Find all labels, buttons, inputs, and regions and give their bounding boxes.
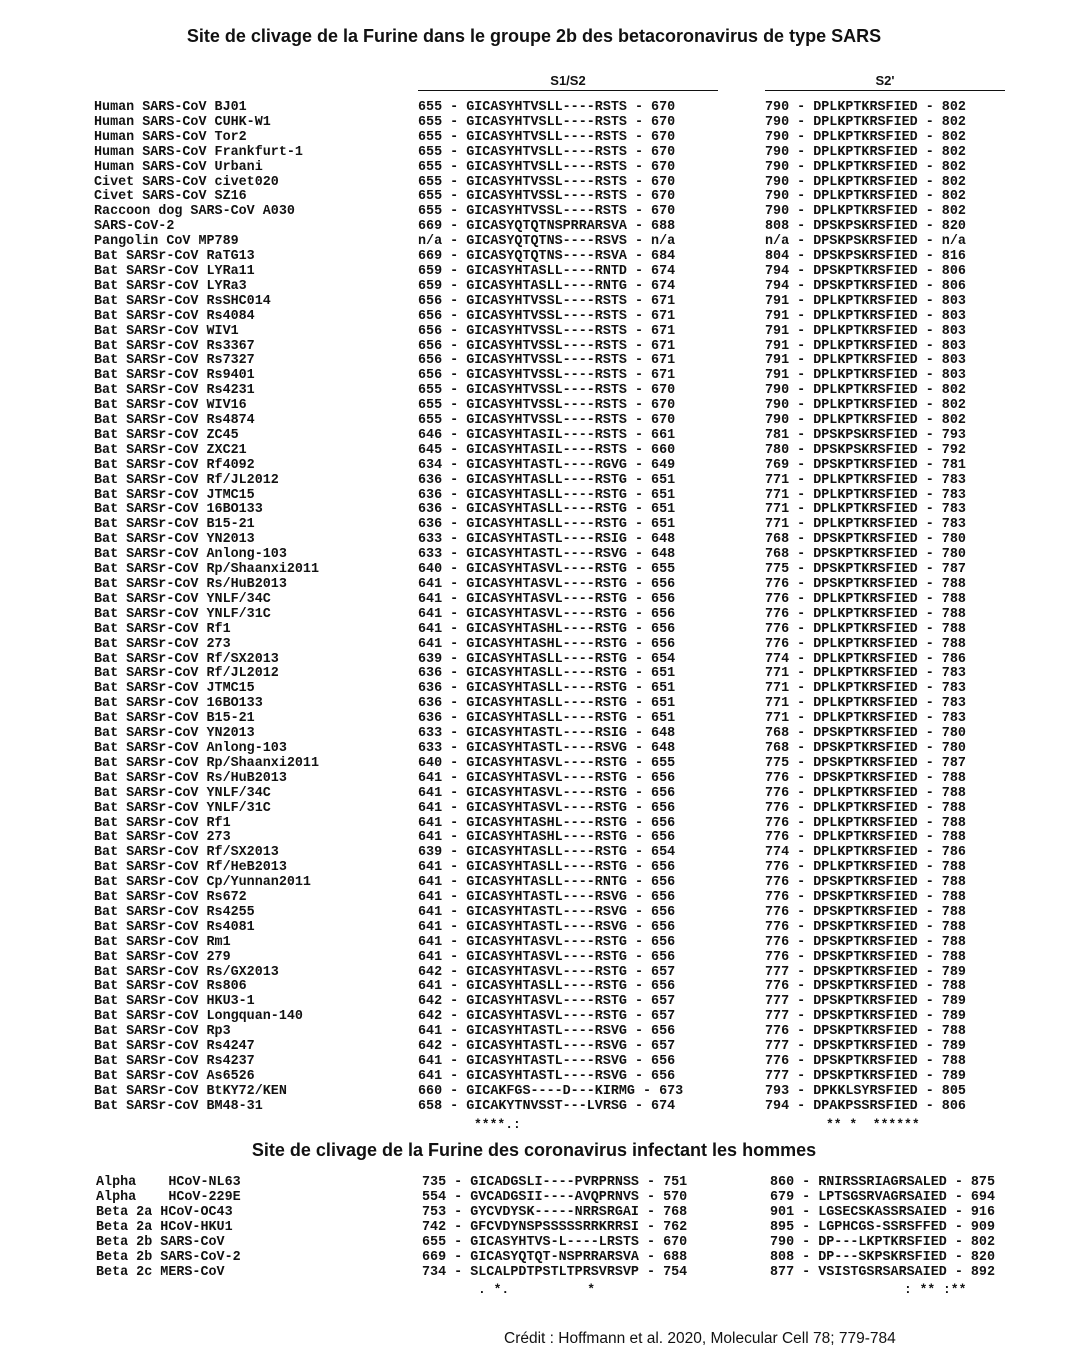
- sequence-s2prime: 808 - DPSKPSKRSFIED - 820: [765, 219, 966, 235]
- sequence-s2prime: 790 - DP---LKPTKRSFIED - 802: [770, 1235, 995, 1250]
- consensus-s2prime: ** * ******: [826, 1117, 920, 1132]
- sequence-s1s2: 641 - GICASYHTASHL----RSTG - 656: [418, 815, 676, 831]
- virus-name: SARS-CoV-2: [94, 219, 175, 235]
- sequence-s1s2: 655 - GICASYHTVSSL----RSTS - 670: [418, 189, 676, 205]
- sequence-s2prime: 776 - DPSKPTKRSFIED - 788: [765, 1054, 966, 1069]
- virus-name: Bat SARSr-CoV Rs4231: [94, 383, 255, 399]
- sequence-s1s2: 742 - GFCVDYNSPSSSSSRRKRRSI - 762: [422, 1220, 688, 1235]
- virus-name: Bat SARSr-CoV Rs/HuB2013: [94, 770, 287, 786]
- virus-name: Civet SARS-CoV SZ16: [94, 189, 247, 205]
- virus-name: Bat SARSr-CoV ZC45: [94, 427, 239, 443]
- sequence-s1s2: 641 - GICASYHTASTL----RSVG - 656: [418, 1024, 676, 1040]
- virus-name: Bat SARSr-CoV Rs3367: [94, 338, 255, 354]
- virus-name: Bat SARSr-CoV BtKY72/KEN: [94, 1083, 287, 1099]
- sequence-s2prime: 794 - DPSKPTKRSFIED - 806: [765, 278, 966, 294]
- header-rule-s2prime: [765, 90, 1005, 91]
- sequence-s2prime: 777 - DPSKPTKRSFIED - 789: [765, 1039, 966, 1055]
- sequence-s2prime: 771 - DPLKPTKRSFIED - 783: [765, 502, 966, 518]
- virus-name: Bat SARSr-CoV JTMC15: [94, 681, 255, 697]
- sequence-s2prime: 808 - DP---SKPSKRSFIED - 820: [770, 1250, 995, 1265]
- sequence-s2prime: 777 - DPSKPTKRSFIED - 789: [765, 1068, 966, 1084]
- sequence-s2prime: 776 - DPLKPTKRSFIED - 788: [765, 830, 966, 846]
- sequence-s2prime: 781 - DPSKPSKRSFIED - 793: [765, 427, 966, 443]
- virus-name: Bat SARSr-CoV Anlong-103: [94, 547, 287, 563]
- virus-name: Bat SARSr-CoV ZXC21: [94, 442, 247, 458]
- virus-name: Bat SARSr-CoV Rs/GX2013: [94, 964, 279, 980]
- virus-name: Bat SARSr-CoV LYRa3: [94, 278, 247, 294]
- sequence-s1s2: 641 - GICASYHTASTL----RSVG - 656: [418, 1054, 676, 1069]
- virus-name: Pangolin CoV MP789: [94, 234, 239, 250]
- virus-name: Bat SARSr-CoV Rs4081: [94, 919, 255, 935]
- sequence-s1s2: 641 - GICASYHTASLL----RSTG - 656: [418, 979, 676, 995]
- virus-name: Bat SARSr-CoV Rf/SX2013: [94, 845, 279, 861]
- sequence-s1s2: 735 - GICADGSLI----PVRPRNSS - 751: [422, 1175, 688, 1190]
- credit-line: Crédit : Hoffmann et al. 2020, Molecular Cell 78; 779-784: [504, 1330, 896, 1347]
- virus-name: Bat SARSr-CoV Rs4255: [94, 904, 255, 920]
- sequence-s2prime: 791 - DPLKPTKRSFIED - 803: [765, 323, 966, 339]
- virus-name: Bat SARSr-CoV BM48-31: [94, 1098, 263, 1114]
- virus-name: Bat SARSr-CoV Rs4084: [94, 308, 255, 324]
- sequence-s1s2: 636 - GICASYHTASLL----RSTG - 651: [418, 502, 676, 518]
- sequence-s2prime: 777 - DPSKPTKRSFIED - 789: [765, 964, 966, 980]
- virus-name: Bat SARSr-CoV YNLF/34C: [94, 591, 271, 607]
- sequence-s2prime: 776 - DPSKPTKRSFIED - 788: [765, 577, 966, 592]
- sequence-s2prime: 790 - DPLKPTKRSFIED - 802: [765, 159, 966, 175]
- sequence-s2prime: 774 - DPLKPTKRSFIED - 786: [765, 845, 966, 861]
- sequence-s2prime: 776 - DPSKPTKRSFIED - 788: [765, 904, 966, 920]
- sequence-s2prime: 901 - LGSECSKASSRSAIED - 916: [770, 1205, 995, 1220]
- sequence-s2prime: 771 - DPLKPTKRSFIED - 783: [765, 711, 966, 727]
- virus-name: Bat SARSr-CoV Rm1: [94, 934, 231, 950]
- sequence-s2prime: 877 - VSISTGSRSARSAIED - 892: [770, 1265, 995, 1280]
- sequence-s2prime: 794 - DPSKPTKRSFIED - 806: [765, 263, 966, 279]
- sequence-s2prime: 791 - DPLKPTKRSFIED - 803: [765, 293, 966, 309]
- sequence-s1s2: 636 - GICASYHTASLL----RSTG - 651: [418, 487, 676, 503]
- section-title-human-coronavirus: Site de clivage de la Furine des coronavirus infectant les hommes: [251, 1140, 817, 1160]
- sequence-s2prime: 794 - DPAKPSSRSFIED - 806: [765, 1098, 966, 1114]
- sequence-s1s2: 655 - GICASYHTVSSL----RSTS - 670: [418, 174, 676, 190]
- virus-name: Bat SARSr-CoV Rp/Shaanxi2011: [94, 755, 319, 771]
- sequence-s2prime: 776 - DPSKPTKRSFIED - 788: [765, 949, 966, 965]
- sequence-s1s2: 634 - GICASYHTASTL----RGVG - 649: [418, 457, 676, 473]
- sequence-s2prime: 768 - DPSKPTKRSFIED - 780: [765, 547, 966, 563]
- virus-name: Bat SARSr-CoV Rf/JL2012: [94, 666, 279, 682]
- virus-name: Human SARS-CoV CUHK-W1: [94, 114, 271, 130]
- sequence-s2prime: 860 - RNIRSSRIAGRSALED - 875: [770, 1175, 995, 1190]
- sequence-s1s2: 633 - GICASYHTASTL----RSVG - 648: [418, 547, 676, 563]
- virus-name: Alpha HCoV-229E: [96, 1190, 241, 1205]
- sequence-s1s2: 641 - GICASYHTASVL----RSTG - 656: [418, 800, 676, 816]
- sequence-s2prime: 804 - DPSKPSKRSFIED - 816: [765, 249, 966, 265]
- sequence-s2prime: 790 - DPLKPTKRSFIED - 802: [765, 114, 966, 130]
- virus-name: Bat SARSr-CoV YNLF/31C: [94, 800, 271, 816]
- virus-name: Bat SARSr-CoV 16BO133: [94, 502, 263, 518]
- virus-name: Bat SARSr-CoV Rf1: [94, 815, 231, 831]
- virus-name: Bat SARSr-CoV LYRa11: [94, 263, 255, 279]
- sequence-s2prime: 768 - DPSKPTKRSFIED - 780: [765, 532, 966, 548]
- virus-name: Bat SARSr-CoV RaTG13: [94, 249, 255, 265]
- sequence-s2prime: 776 - DPLKPTKRSFIED - 788: [765, 800, 966, 816]
- sequence-s2prime: 776 - DPLKPTKRSFIED - 788: [765, 860, 966, 876]
- sequence-s1s2: 642 - GICASYHTASVL----RSTG - 657: [418, 964, 676, 980]
- sequence-s1s2: 645 - GICASYHTASIL----RSTS - 660: [418, 442, 676, 458]
- sequence-s1s2: 641 - GICASYHTASVL----RSTG - 656: [418, 785, 676, 801]
- sequence-s2prime: 776 - DPLKPTKRSFIED - 788: [765, 636, 966, 652]
- virus-name: Bat SARSr-CoV Rf/SX2013: [94, 651, 279, 667]
- sequence-s1s2: 753 - GYCVDYSK-----NRRSRGAI - 768: [422, 1205, 688, 1220]
- virus-name: Beta 2b SARS-CoV: [96, 1235, 225, 1250]
- sequence-s1s2: 656 - GICASYHTVSSL----RSTS - 671: [418, 353, 676, 369]
- sequence-s1s2: 641 - GICASYHTASLL----RSTG - 656: [418, 860, 676, 876]
- sequence-s1s2: 669 - GICASYQTQT-NSPRRARSVA - 688: [422, 1250, 688, 1265]
- sequence-s2prime: 790 - DPLKPTKRSFIED - 802: [765, 413, 966, 429]
- sequence-s2prime: 776 - DPSKPTKRSFIED - 788: [765, 934, 966, 950]
- consensus2-s1s2: . *. *: [478, 1282, 596, 1297]
- virus-name: Civet SARS-CoV civet020: [94, 174, 279, 190]
- sequence-s1s2: 655 - GICASYHTVSLL----RSTS - 670: [418, 114, 676, 130]
- header-rule-s1s2: [418, 90, 718, 91]
- sequence-s1s2: 641 - GICASYHTASVL----RSTG - 656: [418, 934, 676, 950]
- sequence-s1s2: 659 - GICASYHTASLL----RNTG - 674: [418, 278, 676, 294]
- virus-name: Bat SARSr-CoV Cp/Yunnan2011: [94, 875, 311, 891]
- sequence-s2prime: 679 - LPTSGSRVAGRSAIED - 694: [770, 1190, 995, 1205]
- sequence-s1s2: 641 - GICASYHTASHL----RSTG - 656: [418, 830, 676, 846]
- sequence-s1s2: 646 - GICASYHTASIL----RSTS - 661: [418, 427, 676, 443]
- virus-name: Human SARS-CoV Frankfurt-1: [94, 144, 303, 160]
- sequence-s2prime: 790 - DPLKPTKRSFIED - 802: [765, 204, 966, 220]
- sequence-s2prime: 776 - DPSKPTKRSFIED - 788: [765, 919, 966, 935]
- virus-name: Raccoon dog SARS-CoV A030: [94, 204, 295, 220]
- virus-name: Bat SARSr-CoV 273: [94, 830, 231, 846]
- consensus-s1s2: ****.:: [474, 1117, 521, 1132]
- sequence-s1s2: 655 - GICASYHTVSLL----RSTS - 670: [418, 100, 676, 115]
- virus-name: Bat SARSr-CoV B15-21: [94, 517, 255, 533]
- sequence-s2prime: 791 - DPLKPTKRSFIED - 803: [765, 368, 966, 384]
- sequence-s2prime: 790 - DPLKPTKRSFIED - 802: [765, 383, 966, 399]
- sequence-s1s2: 633 - GICASYHTASTL----RSIG - 648: [418, 532, 676, 548]
- sequence-s1s2: 641 - GICASYHTASHL----RSTG - 656: [418, 636, 676, 652]
- sequence-s1s2: 669 - GICASYQTQTNS----RSVA - 684: [418, 249, 676, 265]
- sequence-s1s2: 656 - GICASYHTVSSL----RSTS - 671: [418, 308, 676, 324]
- sequence-s1s2: 641 - GICASYHTASHL----RSTG - 656: [418, 621, 676, 637]
- virus-name: Bat SARSr-CoV Rp/Shaanxi2011: [94, 562, 319, 578]
- sequence-s2prime: 776 - DPSKPTKRSFIED - 788: [765, 890, 966, 906]
- sequence-s2prime: 774 - DPLKPTKRSFIED - 786: [765, 651, 966, 667]
- virus-name: Bat SARSr-CoV Rf4092: [94, 457, 255, 473]
- virus-name: Bat SARSr-CoV WIV16: [94, 398, 247, 414]
- sequence-s1s2: 656 - GICASYHTVSSL----RSTS - 671: [418, 323, 676, 339]
- virus-name: Bat SARSr-CoV Rf/JL2012: [94, 472, 279, 488]
- sequence-s1s2: 641 - GICASYHTASVL----RSTG - 656: [418, 770, 676, 786]
- sequence-s1s2: 655 - GICASYHTVSSL----RSTS - 670: [418, 398, 676, 414]
- virus-name: Bat SARSr-CoV Rs9401: [94, 368, 255, 384]
- virus-name: Bat SARSr-CoV RsSHC014: [94, 293, 271, 309]
- virus-name: Bat SARSr-CoV Rf1: [94, 621, 231, 637]
- virus-name: Bat SARSr-CoV Rs806: [94, 979, 247, 995]
- sequence-s1s2: 669 - GICASYQTQTNSPRRARSVA - 688: [418, 219, 676, 235]
- virus-name: Beta 2a HCoV-HKU1: [96, 1220, 233, 1235]
- sequence-s1s2: 640 - GICASYHTASVL----RSTG - 655: [418, 562, 676, 578]
- virus-name: Beta 2c MERS-CoV: [96, 1265, 225, 1280]
- sequence-s2prime: 768 - DPSKPTKRSFIED - 780: [765, 726, 966, 742]
- sequence-s2prime: 791 - DPLKPTKRSFIED - 803: [765, 353, 966, 369]
- virus-name: Human SARS-CoV Tor2: [94, 129, 247, 145]
- sequence-s2prime: 771 - DPLKPTKRSFIED - 783: [765, 472, 966, 488]
- virus-name: Human SARS-CoV BJ01: [94, 100, 247, 115]
- sequence-s2prime: 776 - DPSKPTKRSFIED - 788: [765, 1024, 966, 1040]
- sequence-s2prime: 775 - DPSKPTKRSFIED - 787: [765, 755, 966, 771]
- sequence-s1s2: 659 - GICASYHTASLL----RNTD - 674: [418, 263, 676, 279]
- virus-name: Bat SARSr-CoV YN2013: [94, 532, 255, 548]
- column-header-s2prime: S2': [875, 73, 895, 88]
- sequence-s1s2: 636 - GICASYHTASLL----RSTG - 651: [418, 696, 676, 712]
- sequence-s2prime: 790 - DPLKPTKRSFIED - 802: [765, 189, 966, 205]
- sequence-s1s2: 655 - GICASYHTVSSL----RSTS - 670: [418, 204, 676, 220]
- virus-name: Human SARS-CoV Urbani: [94, 159, 263, 175]
- sequence-s2prime: 771 - DPLKPTKRSFIED - 783: [765, 696, 966, 712]
- sequence-s1s2: 636 - GICASYHTASLL----RSTG - 651: [418, 472, 676, 488]
- virus-name: Bat SARSr-CoV B15-21: [94, 711, 255, 727]
- virus-name: Bat SARSr-CoV YNLF/31C: [94, 606, 271, 622]
- virus-name: Beta 2a HCoV-OC43: [96, 1205, 233, 1220]
- sequence-s2prime: 776 - DPLKPTKRSFIED - 788: [765, 785, 966, 801]
- sequence-s2prime: 771 - DPLKPTKRSFIED - 783: [765, 487, 966, 503]
- sequence-s2prime: 771 - DPLKPTKRSFIED - 783: [765, 666, 966, 682]
- sequence-s1s2: 658 - GICAKYTNVSST---LVRSG - 674: [418, 1098, 676, 1114]
- sequence-s1s2: 734 - SLCALPDTPSTLTPRSVRSVP - 754: [422, 1265, 688, 1280]
- sequence-s1s2: 656 - GICASYHTVSSL----RSTS - 671: [418, 368, 676, 384]
- sequence-s1s2: 655 - GICASYHTVSSL----RSTS - 670: [418, 413, 676, 429]
- virus-name: Bat SARSr-CoV WIV1: [94, 323, 239, 339]
- sequence-s1s2: 641 - GICASYHTASTL----RSVG - 656: [418, 919, 676, 935]
- sequence-s1s2: 636 - GICASYHTASLL----RSTG - 651: [418, 517, 676, 533]
- sequence-s1s2: 656 - GICASYHTVSSL----RSTS - 671: [418, 338, 676, 354]
- sequence-s1s2: 641 - GICASYHTASVL----RSTG - 656: [418, 949, 676, 965]
- sequence-s1s2: 633 - GICASYHTASTL----RSIG - 648: [418, 726, 676, 742]
- sequence-s1s2: 554 - GVCADGSII----AVQPRNVS - 570: [422, 1190, 688, 1205]
- sequence-s2prime: 776 - DPLKPTKRSFIED - 788: [765, 606, 966, 622]
- sequence-s2prime: 790 - DPLKPTKRSFIED - 802: [765, 398, 966, 414]
- page-title: Site de clivage de la Furine dans le groupe 2b des betacoronavirus de type SARS: [186, 26, 882, 46]
- sequence-s1s2: 655 - GICASYHTVSLL----RSTS - 670: [418, 129, 676, 145]
- sequence-s2prime: n/a - DPSKPSKRSFIED - n/a: [765, 234, 966, 250]
- virus-name: Bat SARSr-CoV Rf/HeB2013: [94, 860, 287, 876]
- virus-name: Bat SARSr-CoV HKU3-1: [94, 994, 255, 1010]
- sequence-s2prime: 791 - DPLKPTKRSFIED - 803: [765, 308, 966, 324]
- sequence-s1s2: 636 - GICASYHTASLL----RSTG - 651: [418, 711, 676, 727]
- sequence-s2prime: 769 - DPSKPTKRSFIED - 781: [765, 457, 966, 473]
- virus-name: Bat SARSr-CoV Longquan-140: [94, 1009, 303, 1025]
- sequence-s1s2: n/a - GICASYQTQTNS----RSVS - n/a: [418, 234, 676, 250]
- sequence-s1s2: 641 - GICASYHTASVL----RSTG - 656: [418, 606, 676, 622]
- sequence-s2prime: 777 - DPSKPTKRSFIED - 789: [765, 994, 966, 1010]
- sequence-s1s2: 636 - GICASYHTASLL----RSTG - 651: [418, 666, 676, 682]
- sequence-s1s2: 641 - GICASYHTASTL----RSVG - 656: [418, 904, 676, 920]
- sequence-s2prime: 776 - DPSKPTKRSFIED - 788: [765, 875, 966, 891]
- sequence-s2prime: 790 - DPLKPTKRSFIED - 802: [765, 144, 966, 160]
- sequence-s2prime: 790 - DPLKPTKRSFIED - 802: [765, 129, 966, 145]
- sequence-s2prime: 768 - DPSKPTKRSFIED - 780: [765, 740, 966, 756]
- sequence-s1s2: 655 - GICASYHTVSSL----RSTS - 670: [418, 383, 676, 399]
- sequence-s1s2: 655 - GICASYHTVSLL----RSTS - 670: [418, 144, 676, 160]
- sequence-s1s2: 656 - GICASYHTVSSL----RSTS - 671: [418, 293, 676, 309]
- sequence-s2prime: 895 - LGPHCGS-SSRSFFED - 909: [770, 1220, 995, 1235]
- virus-name: Alpha HCoV-NL63: [96, 1175, 241, 1190]
- sequence-s1s2: 636 - GICASYHTASLL----RSTG - 651: [418, 681, 676, 697]
- virus-name: Bat SARSr-CoV Anlong-103: [94, 740, 287, 756]
- sequence-s1s2: 655 - GICASYHTVS-L----LRSTS - 670: [422, 1235, 688, 1250]
- sequence-s1s2: 642 - GICASYHTASVL----RSTG - 657: [418, 1009, 676, 1025]
- virus-name: Bat SARSr-CoV Rs7327: [94, 353, 255, 369]
- virus-name: Bat SARSr-CoV Rp3: [94, 1024, 231, 1040]
- sequence-s2prime: 790 - DPLKPTKRSFIED - 802: [765, 174, 966, 190]
- sequence-s2prime: 777 - DPSKPTKRSFIED - 789: [765, 1009, 966, 1025]
- virus-name: Bat SARSr-CoV Rs/HuB2013: [94, 577, 287, 592]
- virus-name: Bat SARSr-CoV JTMC15: [94, 487, 255, 503]
- sequence-s2prime: 776 - DPLKPTKRSFIED - 788: [765, 621, 966, 637]
- virus-name: Bat SARSr-CoV Rs4237: [94, 1054, 255, 1069]
- sequence-s2prime: 790 - DPLKPTKRSFIED - 802: [765, 100, 966, 115]
- sequence-s1s2: 641 - GICASYHTASTL----RSVG - 656: [418, 1068, 676, 1084]
- sequence-s2prime: 771 - DPLKPTKRSFIED - 783: [765, 517, 966, 533]
- sequence-s1s2: 655 - GICASYHTVSLL----RSTS - 670: [418, 159, 676, 175]
- sequence-s1s2: 640 - GICASYHTASVL----RSTG - 655: [418, 755, 676, 771]
- virus-name: Bat SARSr-CoV YNLF/34C: [94, 785, 271, 801]
- sequence-s2prime: 771 - DPLKPTKRSFIED - 783: [765, 681, 966, 697]
- sequence-s1s2: 641 - GICASYHTASVL----RSTG - 656: [418, 577, 676, 592]
- sequence-s1s2: 641 - GICASYHTASVL----RSTG - 656: [418, 591, 676, 607]
- sequence-s1s2: 642 - GICASYHTASVL----RSTG - 657: [418, 994, 676, 1010]
- sequence-s1s2: 639 - GICASYHTASLL----RSTG - 654: [418, 651, 676, 667]
- sequence-s2prime: 776 - DPLKPTKRSFIED - 788: [765, 815, 966, 831]
- sequence-s2prime: 780 - DPSKPSKRSFIED - 792: [765, 442, 966, 458]
- virus-name: Bat SARSr-CoV 279: [94, 949, 231, 965]
- sequence-s2prime: 793 - DPKKLSYRSFIED - 805: [765, 1083, 966, 1099]
- sequence-s2prime: 776 - DPSKPTKRSFIED - 788: [765, 770, 966, 786]
- sequence-s2prime: 791 - DPLKPTKRSFIED - 803: [765, 338, 966, 354]
- virus-name: Beta 2b SARS-CoV-2: [96, 1250, 241, 1265]
- sequence-s1s2: 642 - GICASYHTASTL----RSVG - 657: [418, 1039, 676, 1055]
- sequence-s1s2: 660 - GICAKFGS----D---KIRMG - 673: [418, 1083, 684, 1099]
- sequence-s1s2: 641 - GICASYHTASLL----RNTG - 656: [418, 875, 676, 891]
- sequence-s1s2: 639 - GICASYHTASLL----RSTG - 654: [418, 845, 676, 861]
- virus-name: Bat SARSr-CoV YN2013: [94, 726, 255, 742]
- virus-name: Bat SARSr-CoV 16BO133: [94, 696, 263, 712]
- sequence-s1s2: 641 - GICASYHTASTL----RSVG - 656: [418, 890, 676, 906]
- consensus2-s2prime: : ** :**: [904, 1282, 967, 1297]
- virus-name: Bat SARSr-CoV Rs4874: [94, 413, 255, 429]
- sequence-s2prime: 775 - DPSKPTKRSFIED - 787: [765, 562, 966, 578]
- column-header-s1s2: S1/S2: [550, 73, 586, 88]
- sequence-s2prime: 776 - DPSKPTKRSFIED - 788: [765, 979, 966, 995]
- virus-name: Bat SARSr-CoV As6526: [94, 1068, 255, 1084]
- sequence-s2prime: 776 - DPLKPTKRSFIED - 788: [765, 591, 966, 607]
- virus-name: Bat SARSr-CoV Rs4247: [94, 1039, 255, 1055]
- virus-name: Bat SARSr-CoV 273: [94, 636, 231, 652]
- sequence-s1s2: 633 - GICASYHTASTL----RSVG - 648: [418, 740, 676, 756]
- virus-name: Bat SARSr-CoV Rs672: [94, 890, 247, 906]
